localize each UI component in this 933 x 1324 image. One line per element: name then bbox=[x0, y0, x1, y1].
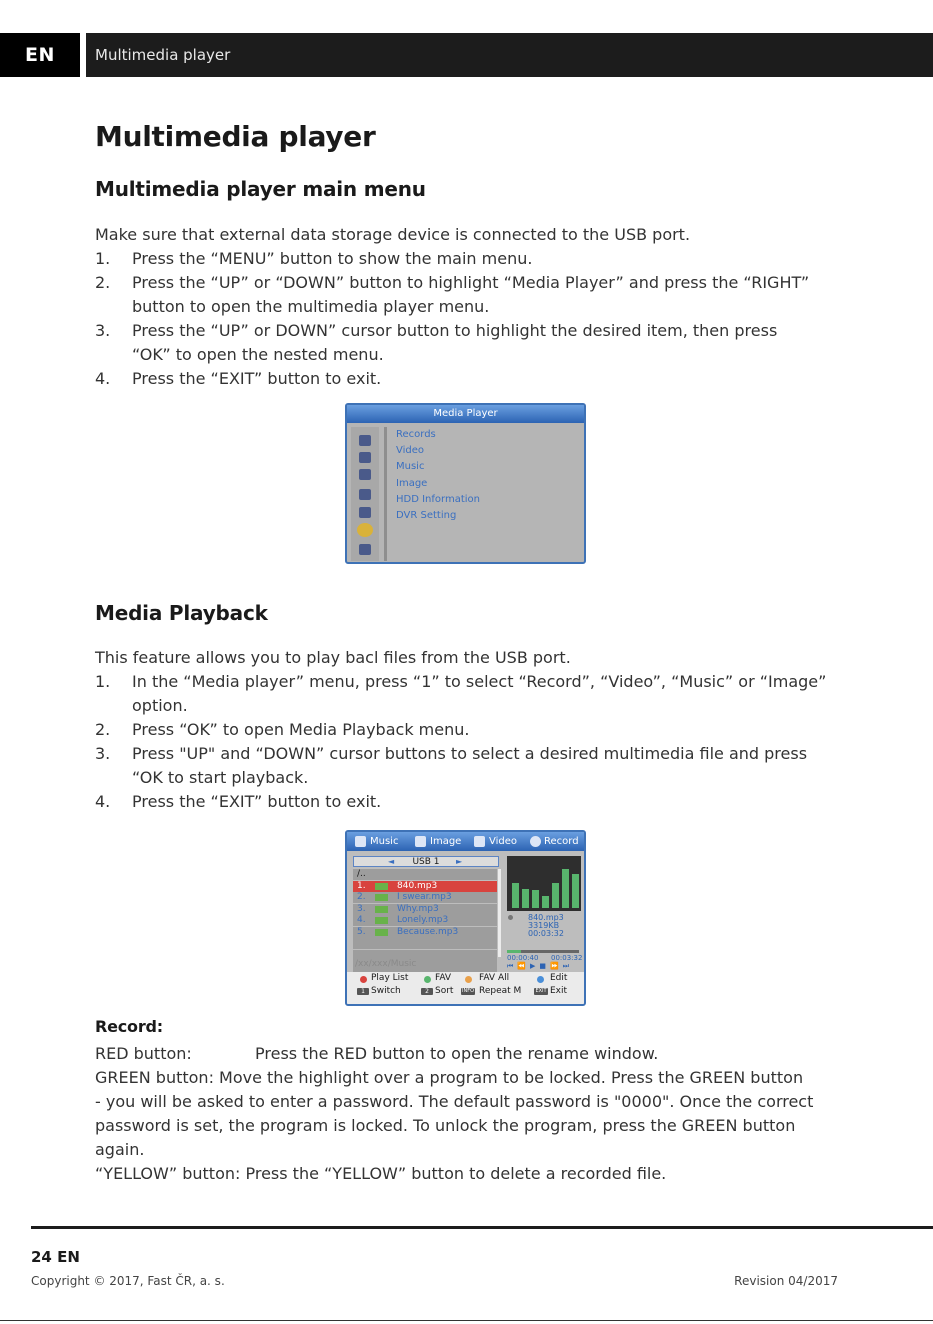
settings-icon bbox=[359, 469, 371, 480]
menu-item-image[interactable]: Image bbox=[396, 477, 428, 489]
green-key-icon bbox=[424, 976, 431, 983]
step-text: Press "UP" and “DOWN” cursor buttons to select a desired multimedia file and press bbox=[132, 744, 808, 763]
file-row[interactable] bbox=[353, 904, 497, 915]
record-line: again. bbox=[95, 1140, 145, 1159]
file-number: 4. bbox=[357, 915, 366, 925]
music-file-icon bbox=[375, 883, 388, 890]
info-dot-icon bbox=[508, 915, 513, 920]
media-player-icon bbox=[357, 523, 373, 537]
tab-video[interactable]: Video bbox=[489, 836, 518, 847]
step-text: In the “Media player” menu, press “1” to select “Record”, “Video”, “Music” or “Image” bbox=[132, 672, 827, 691]
current-path: /xx/xxx/Music bbox=[355, 959, 417, 969]
file-number: 1. bbox=[357, 880, 366, 891]
menu-divider bbox=[384, 427, 387, 561]
file-list bbox=[353, 869, 497, 973]
file-name: Why.mp3 bbox=[397, 903, 439, 914]
section-title: Multimedia player bbox=[95, 46, 231, 64]
file-number: 3. bbox=[357, 903, 366, 914]
sort-label[interactable]: Sort bbox=[435, 986, 454, 996]
skip-back-icon[interactable]: ⏮ bbox=[507, 962, 518, 970]
footer-rule bbox=[31, 1226, 933, 1229]
equalizer-bar bbox=[522, 889, 529, 908]
info-size: 3319KB bbox=[528, 921, 560, 930]
fav-label[interactable]: FAV bbox=[435, 973, 452, 983]
step-text: Press the “EXIT” button to exit. bbox=[132, 369, 382, 388]
media-player-menu-screenshot bbox=[345, 403, 586, 564]
step-number: 3. bbox=[95, 321, 111, 340]
edit-label[interactable]: Edit bbox=[550, 973, 568, 983]
video-icon bbox=[474, 836, 485, 847]
equalizer-bar bbox=[552, 883, 559, 908]
step-number: 2. bbox=[95, 273, 111, 292]
file-list-scrollbar[interactable] bbox=[498, 869, 501, 957]
tab-image[interactable]: Image bbox=[430, 836, 462, 847]
header-bar bbox=[0, 33, 933, 77]
tab-music[interactable]: Music bbox=[370, 836, 399, 847]
playback-footer bbox=[347, 972, 584, 1006]
arrow-left-icon[interactable]: ◄ bbox=[388, 857, 395, 866]
record-heading: Record: bbox=[95, 1017, 163, 1036]
record-icon bbox=[530, 836, 541, 847]
main-menu-intro: Make sure that external data storage device is connected to the USB port. bbox=[95, 225, 691, 244]
media-playback-screenshot bbox=[345, 830, 586, 1006]
play-list-label[interactable]: Play List bbox=[371, 973, 409, 983]
step-text: Press the “UP” or “DOWN” button to highlight “Media Player” and press the “RIGHT” bbox=[132, 273, 810, 292]
repeat-label[interactable]: Repeat M bbox=[479, 986, 522, 996]
info-filename: 840.mp3 bbox=[528, 913, 564, 922]
menu-item-records[interactable]: Records bbox=[396, 429, 436, 440]
menu-item-dvr-setting[interactable]: DVR Setting bbox=[396, 510, 457, 522]
menu-list bbox=[396, 427, 480, 524]
arrow-right-icon[interactable]: ► bbox=[456, 857, 463, 866]
copyright: Copyright © 2017, Fast ČR, a. s. bbox=[31, 1274, 225, 1288]
menu-titlebar: Media Player bbox=[347, 405, 584, 423]
yellow-key-icon bbox=[465, 976, 472, 983]
red-button-label: RED button: bbox=[95, 1044, 192, 1063]
music-file-icon bbox=[375, 929, 388, 936]
menu-icon-column bbox=[351, 427, 379, 561]
fav-all-label[interactable]: FAV All bbox=[479, 973, 510, 983]
step-text-cont: option. bbox=[132, 696, 188, 715]
menu-item-video[interactable]: Video bbox=[396, 445, 425, 457]
key-2-icon: 2 bbox=[421, 988, 433, 995]
step-text: Press the “MENU” button to show the main menu. bbox=[132, 249, 533, 268]
blue-key-icon bbox=[537, 976, 544, 983]
page-number: 24 EN bbox=[31, 1248, 80, 1266]
file-number: 2. bbox=[357, 892, 366, 902]
time-elapsed: 00:00:40 bbox=[507, 954, 539, 962]
equalizer-bar bbox=[512, 883, 519, 908]
rewind-icon[interactable]: ⏪ bbox=[517, 962, 531, 970]
file-info bbox=[528, 914, 564, 938]
exit-label[interactable]: Exit bbox=[550, 986, 568, 996]
playback-progress[interactable] bbox=[507, 950, 579, 953]
empty-row bbox=[353, 938, 497, 949]
file-name: I swear.mp3 bbox=[397, 892, 452, 902]
parent-directory[interactable] bbox=[353, 869, 497, 880]
header-divider bbox=[80, 33, 86, 77]
step-number: 2. bbox=[95, 720, 111, 739]
music-icon bbox=[355, 836, 366, 847]
file-row[interactable] bbox=[353, 881, 497, 892]
music-file-icon bbox=[375, 917, 388, 924]
menu-item-music[interactable]: Music bbox=[396, 461, 425, 473]
usb-selector[interactable] bbox=[353, 856, 499, 867]
step-number: 3. bbox=[95, 744, 111, 763]
games-icon bbox=[359, 544, 371, 555]
language-badge: EN bbox=[0, 33, 80, 77]
record-line-red bbox=[95, 1042, 659, 1066]
step-text: Press “OK” to open Media Playback menu. bbox=[132, 720, 470, 739]
playback-intro: This feature allows you to play bacl files from the USB port. bbox=[95, 648, 571, 667]
file-row[interactable] bbox=[353, 892, 497, 903]
play-icon[interactable]: ▶ bbox=[530, 962, 540, 970]
file-name: Lonely.mp3 bbox=[397, 915, 449, 925]
playback-progress-fill bbox=[507, 950, 521, 953]
forward-icon[interactable]: ⏩ bbox=[550, 962, 563, 970]
step-text-cont: button to open the multimedia player menu. bbox=[132, 297, 490, 316]
step-text: Press the “EXIT” button to exit. bbox=[132, 792, 382, 811]
exit-key-icon: EXIT bbox=[535, 988, 547, 994]
record-line: “YELLOW” button: Press the “YELLOW” button to delete a recorded file. bbox=[95, 1164, 667, 1183]
equalizer-display bbox=[507, 856, 581, 911]
main-menu-heading: Multimedia player main menu bbox=[95, 177, 426, 201]
page-end-rule bbox=[0, 1320, 933, 1321]
equalizer-bar bbox=[562, 869, 569, 908]
switch-label[interactable]: Switch bbox=[371, 986, 401, 996]
revision: Revision 04/2017 bbox=[734, 1274, 838, 1288]
step-number: 1. bbox=[95, 672, 111, 691]
file-name: Because.mp3 bbox=[397, 926, 459, 937]
info-duration: 00:03:32 bbox=[528, 929, 564, 938]
file-row[interactable] bbox=[353, 915, 497, 926]
step-number: 1. bbox=[95, 249, 111, 268]
info-key-icon: INFO bbox=[461, 988, 475, 994]
parent-directory-label: /.. bbox=[357, 869, 366, 879]
channel-icon bbox=[359, 452, 371, 463]
file-row[interactable] bbox=[353, 927, 497, 938]
record-line: GREEN button: Move the highlight over a program to be locked. Press the GREEN button bbox=[95, 1068, 804, 1087]
step-number: 4. bbox=[95, 792, 111, 811]
usb-label: USB 1 bbox=[412, 857, 440, 867]
skip-forward-icon[interactable]: ⏭ bbox=[562, 962, 574, 970]
tools-icon bbox=[359, 489, 371, 500]
red-button-text: Press the RED button to open the rename window. bbox=[255, 1044, 659, 1063]
installation-icon bbox=[359, 435, 371, 446]
red-key-icon bbox=[360, 976, 367, 983]
playback-heading: Media Playback bbox=[95, 601, 268, 625]
step-number: 4. bbox=[95, 369, 111, 388]
file-name: 840.mp3 bbox=[397, 880, 438, 891]
file-number: 5. bbox=[357, 926, 366, 937]
playback-tabs bbox=[347, 832, 584, 851]
page-title: Multimedia player bbox=[95, 120, 376, 153]
time-total: 00:03:32 bbox=[551, 954, 583, 962]
music-file-icon bbox=[375, 894, 388, 901]
stop-icon[interactable]: ■ bbox=[539, 962, 551, 970]
music-file-icon bbox=[375, 906, 388, 913]
record-line: - you will be asked to enter a password. The default password is "0000". Once the correct bbox=[95, 1092, 814, 1111]
equalizer-bar bbox=[572, 874, 579, 908]
image-icon bbox=[415, 836, 426, 847]
step-text-cont: “OK” to open the nested menu. bbox=[132, 345, 384, 364]
tab-record[interactable]: Record bbox=[544, 836, 579, 847]
system-icon bbox=[359, 507, 371, 518]
equalizer-bar bbox=[542, 896, 549, 908]
key-1-icon: 1 bbox=[357, 988, 369, 995]
menu-item-hdd-information[interactable]: HDD Information bbox=[396, 493, 480, 505]
record-line: password is set, the program is locked. To unlock the program, press the GREEN button bbox=[95, 1116, 796, 1135]
step-text: Press the “UP” or DOWN” cursor button to highlight the desired item, then press bbox=[132, 321, 778, 340]
step-text-cont: “OK to start playback. bbox=[132, 768, 309, 787]
equalizer-bar bbox=[532, 890, 539, 908]
transport-controls bbox=[507, 962, 573, 971]
